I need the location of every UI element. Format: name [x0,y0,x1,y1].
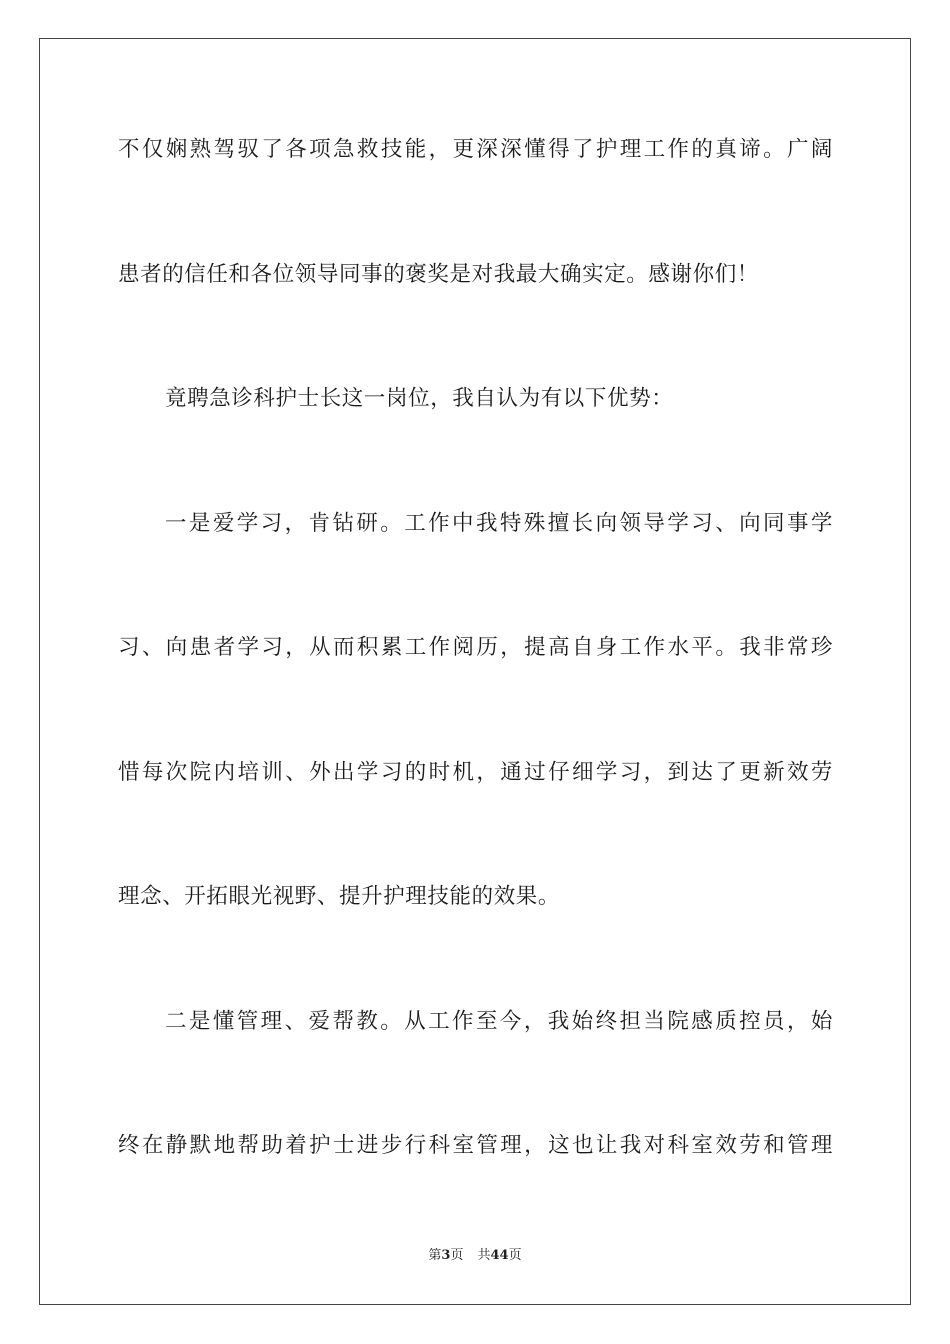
footer-page-prefix: 第 [428,1248,442,1263]
paragraph-one-line-4: 理念、开拓眼光视野、提升护理技能的效果。 [118,884,561,909]
footer-page-suffix: 页 [450,1248,464,1263]
paragraph-one-line-2: 习、向患者学习，从而积累工作阅历，提高自身工作水平。我非常珍 [118,635,833,660]
footer-page-number: 3 [441,1248,451,1263]
paragraph-one-line-1: 一是爱学习，肯钻研。工作中我特殊擅长向领导学习、向同事学 [165,511,833,536]
footer-total-pages: 44 [490,1248,509,1263]
page-footer [0,1247,950,1265]
paragraph-one-line-3: 惜每次院内培训、外出学习的时机，通过仔细学习，到达了更新效劳 [118,760,833,785]
footer-total-prefix: 共 [477,1248,491,1263]
footer-total-suffix: 页 [508,1248,522,1263]
page-border [39,38,911,1305]
paragraph-two-line-1: 二是懂管理、爱帮教。从工作至今，我始终担当院感质控员，始 [165,1009,833,1034]
body-line-1: 不仅娴熟驾驭了各项急救技能，更深深懂得了护理工作的真谛。广阔 [118,137,833,162]
paragraph-intro: 竟聘急诊科护士长这一岗位，我自认为有以下优势： [165,386,674,411]
paragraph-two-line-2: 终在静默地帮助着护士进步行科室管理，这也让我对科室效劳和管理 [118,1133,833,1158]
body-line-2: 患者的信任和各位领导同事的褒奖是对我最大确实定。感谢你们！ [118,262,759,287]
